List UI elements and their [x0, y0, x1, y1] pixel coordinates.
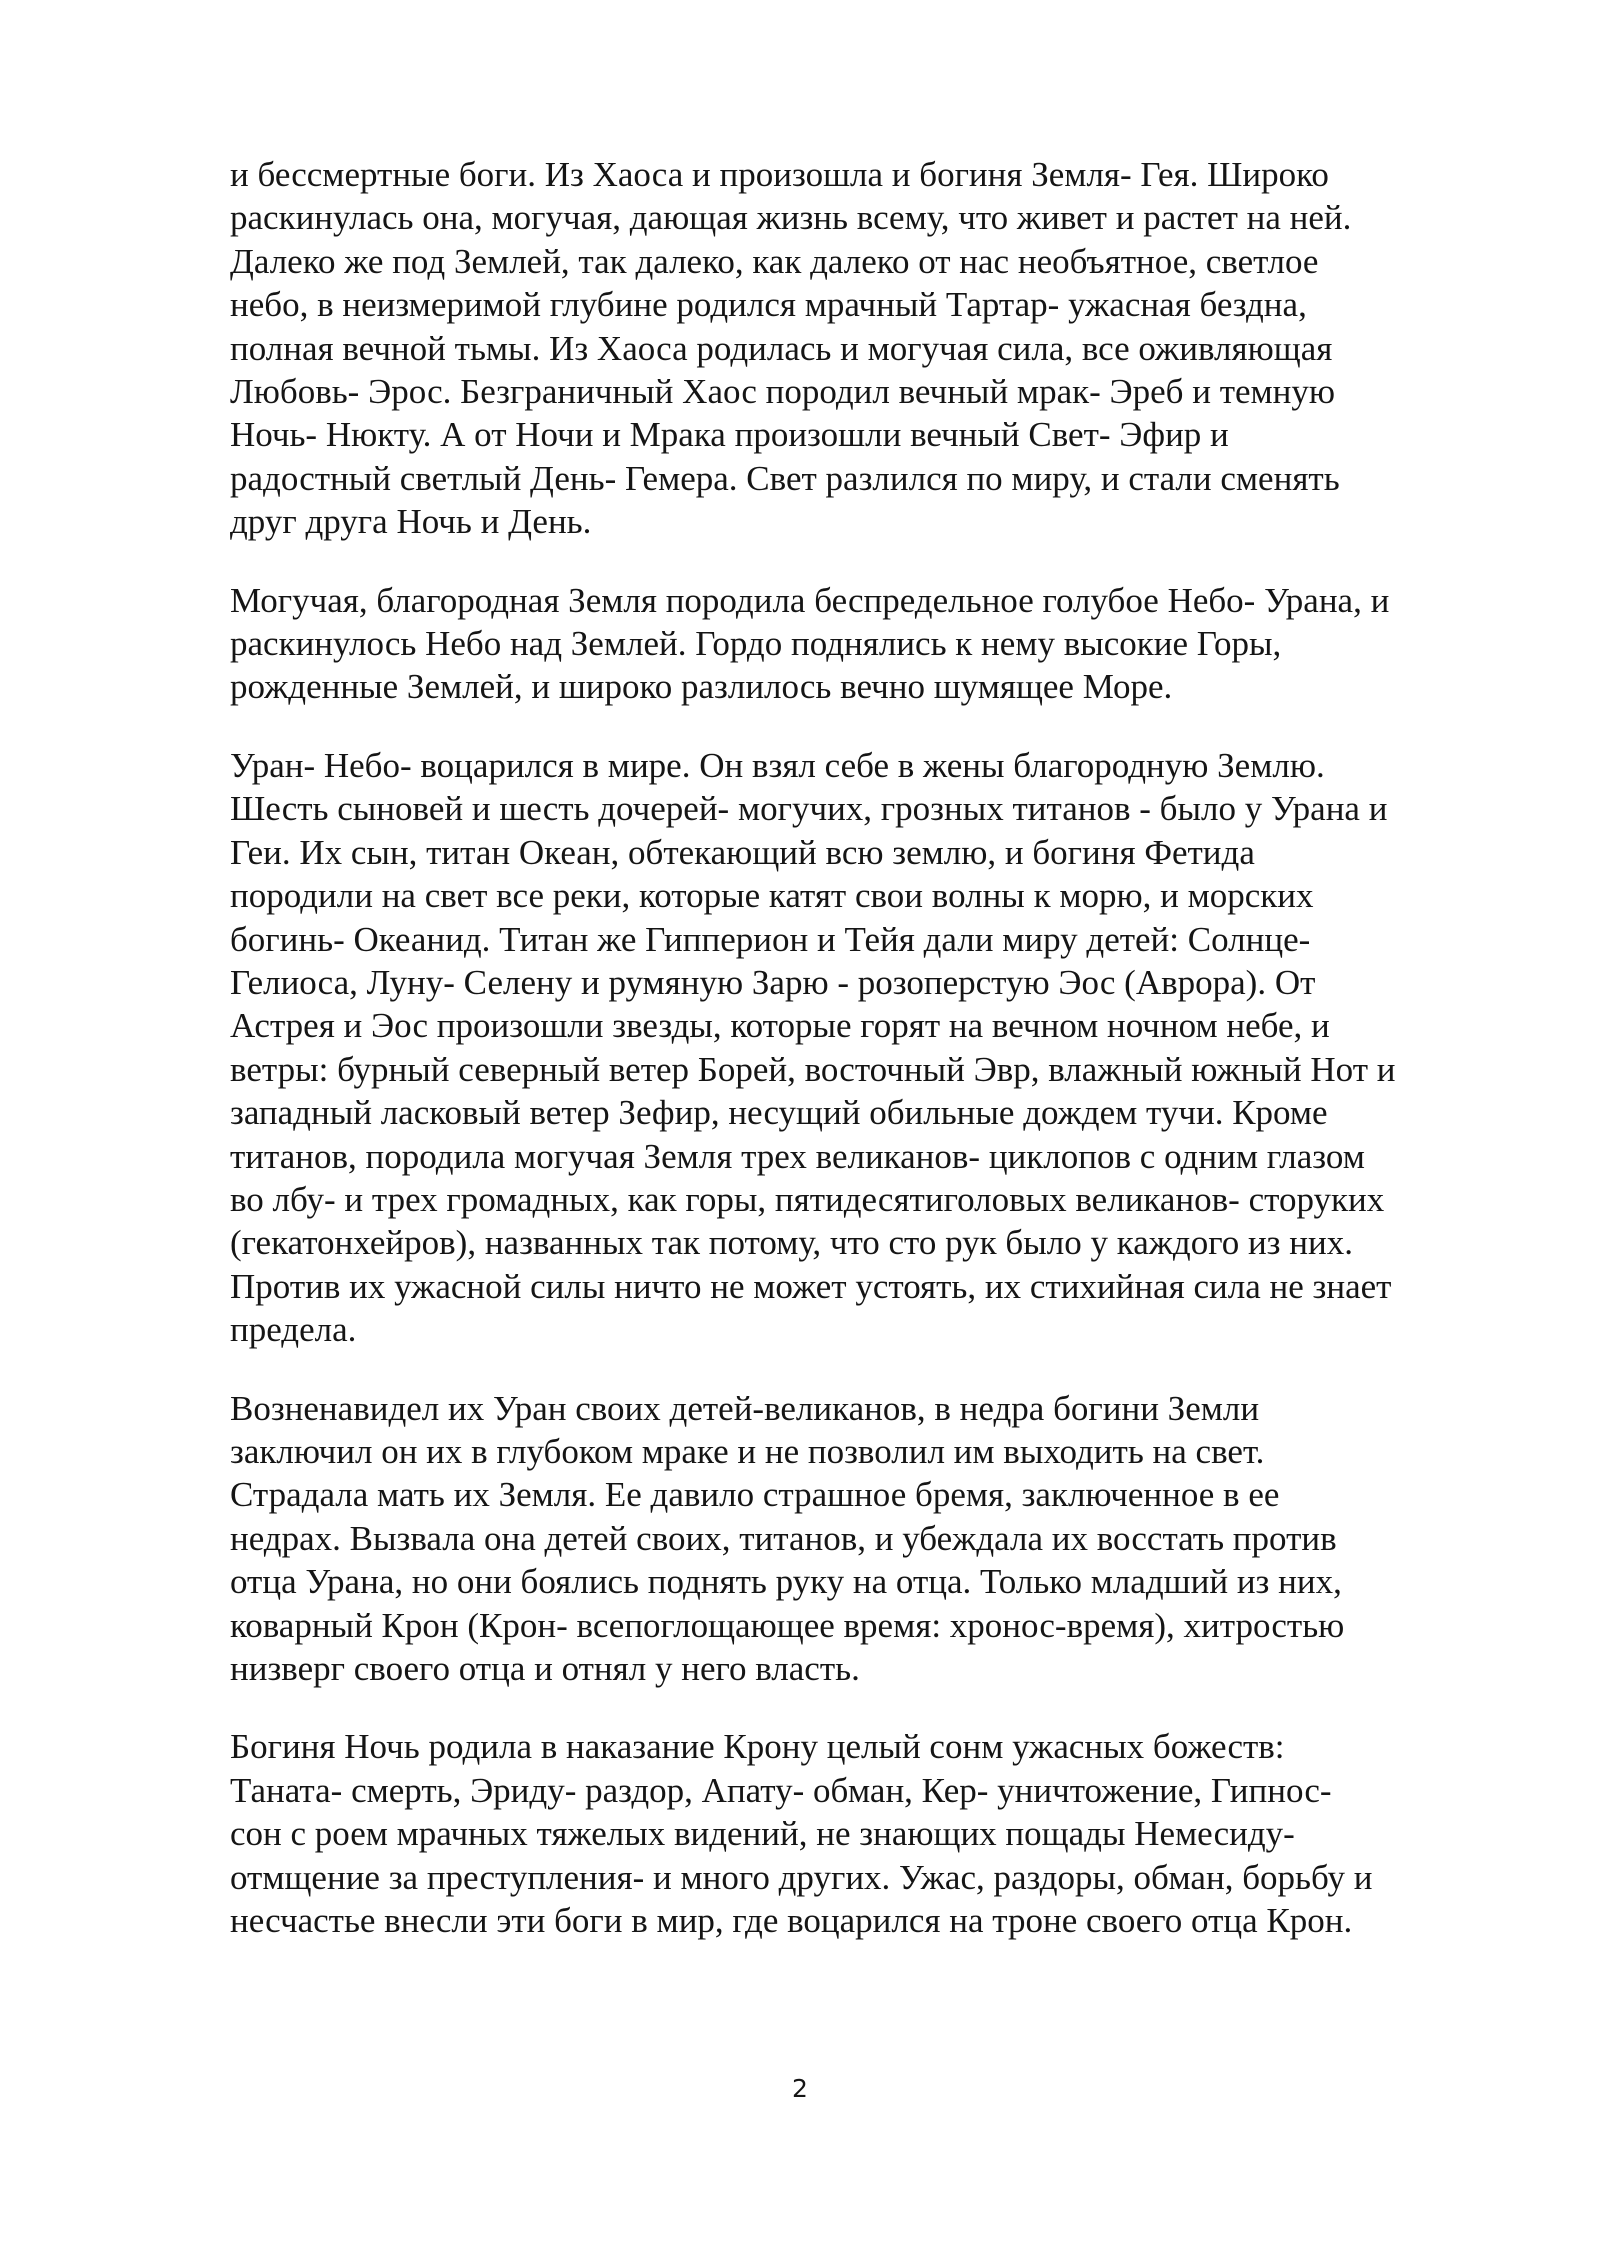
body-text: [230, 153, 1520, 1942]
text-line: Страдала мать их Земля. Ее давило страшное бремя, заключенное в ее: [230, 1475, 1280, 1515]
text-line: друг друга Ночь и День.: [230, 502, 592, 542]
paragraph-spacing: [230, 1690, 1520, 1725]
text-line: ветры: бурный северный ветер Борей, восточный Эвр, влажный южный Нот и: [230, 1049, 1396, 1089]
text-line: Шесть сыновей и шесть дочерей- могучих, грозных титанов - было у Урана и: [230, 789, 1388, 829]
text-line: несчастье внесли эти боги в мир, где воцарился на троне своего отца Крон.: [230, 1901, 1353, 1941]
paragraph: [230, 1725, 1520, 1942]
text-line: полная вечной тьмы. Из Хаоса родилась и могучая сила, все оживляющая: [230, 328, 1333, 368]
text-line: Ночь- Нюкту. А от Ночи и Мрака произошли вечный Свет- Эфир и: [230, 415, 1229, 455]
text-line: отмщение за преступления- и много других. Ужас, раздоры, обман, борьбу и: [230, 1857, 1373, 1897]
text-line: Против их ужасной силы ничто не может устоять, их стихийная сила не знает: [230, 1266, 1392, 1306]
text-line: во лбу- и трех громадных, как горы, пятидесятиголовых великанов- сторуких: [230, 1179, 1385, 1219]
text-line: Любовь- Эрос. Безграничный Хаос породил вечный мрак- Эреб и темную: [230, 372, 1336, 412]
text-line: Богиня Ночь родила в наказание Крону целый сонм ужасных божеств:: [230, 1727, 1285, 1767]
text-line: заключил он их в глубоком мраке и не позволил им выходить на свет.: [230, 1431, 1265, 1471]
text-line: раскинулось Небо над Землей. Гордо поднялись к нему высокие Горы,: [230, 624, 1282, 664]
text-line: отца Урана, но они боялись поднять руку на отца. Только младший из них,: [230, 1562, 1342, 1602]
text-line: предела.: [230, 1310, 357, 1350]
text-line: Геи. Их сын, титан Океан, обтекающий всю землю, и богиня Фетида: [230, 832, 1255, 872]
text-line: Могучая, благородная Земля породила беспредельное голубое Небо- Урана, и: [230, 580, 1390, 620]
paragraph: [230, 744, 1520, 1352]
paragraph-spacing: [230, 1352, 1520, 1387]
paragraph: [230, 153, 1520, 544]
text-line: коварный Крон (Крон- всепоглощающее время: хронос-время), хитростью: [230, 1605, 1345, 1645]
text-line: титанов, породила могучая Земля трех великанов- циклопов с одним глазом: [230, 1136, 1365, 1176]
text-line: раскинулась она, могучая, дающая жизнь всему, что живет и растет на ней.: [230, 198, 1352, 238]
text-line: Уран- Небо- воцарился в мире. Он взял себе в жены благородную Землю.: [230, 745, 1325, 785]
text-line: западный ласковый ветер Зефир, несущий обильные дождем тучи. Кроме: [230, 1093, 1328, 1133]
text-line: рожденные Землей, и широко разлилось вечно шумящее Море.: [230, 667, 1173, 707]
text-line: низверг своего отца и отнял у него власть.: [230, 1649, 860, 1688]
paragraph-spacing: [230, 709, 1520, 744]
paragraph: [230, 1387, 1520, 1691]
text-line: недрах. Вызвала она детей своих, титанов, и убеждала их восстать против: [230, 1518, 1337, 1558]
text-line: небо, в неизмеримой глубине родился мрачный Тартар- ужасная бездна,: [230, 285, 1307, 325]
text-line: Астрея и Эос произошли звезды, которые горят на вечном ночном небе, и: [230, 1006, 1330, 1046]
text-line: радостный светлый День- Гемера. Свет разлился по миру, и стали сменять: [230, 458, 1340, 498]
page-number: 2: [792, 2074, 808, 2103]
text-line: сон с роем мрачных тяжелых видений, не знающих пощады Немесиду-: [230, 1814, 1295, 1854]
text-line: Таната- смерть, Эриду- раздор, Апату- обман, Кер- уничтожение, Гипнос-: [230, 1770, 1332, 1810]
text-line: (гекатонхейров), названных так потому, что сто рук было у каждого из них.: [230, 1223, 1353, 1263]
paragraph: [230, 579, 1520, 709]
text-line: Далеко же под Землей, так далеко, как далеко от нас необъятное, светлое: [230, 241, 1319, 281]
text-line: Гелиоса, Луну- Селену и румяную Зарю - розоперстую Эос (Аврора). От: [230, 962, 1316, 1002]
text-line: породили на свет все реки, которые катят свои волны к морю, и морских: [230, 876, 1314, 916]
text-line: Возненавидел их Уран своих детей-великанов, в недра богини Земли: [230, 1388, 1260, 1428]
text-line: и бессмертные боги. Из Хаоса и произошла и богиня Земля- Гея. Широко: [230, 155, 1329, 194]
paragraph-spacing: [230, 544, 1520, 579]
text-line: богинь- Океанид. Титан же Гипперион и Тейя дали миру детей: Солнце-: [230, 919, 1311, 959]
